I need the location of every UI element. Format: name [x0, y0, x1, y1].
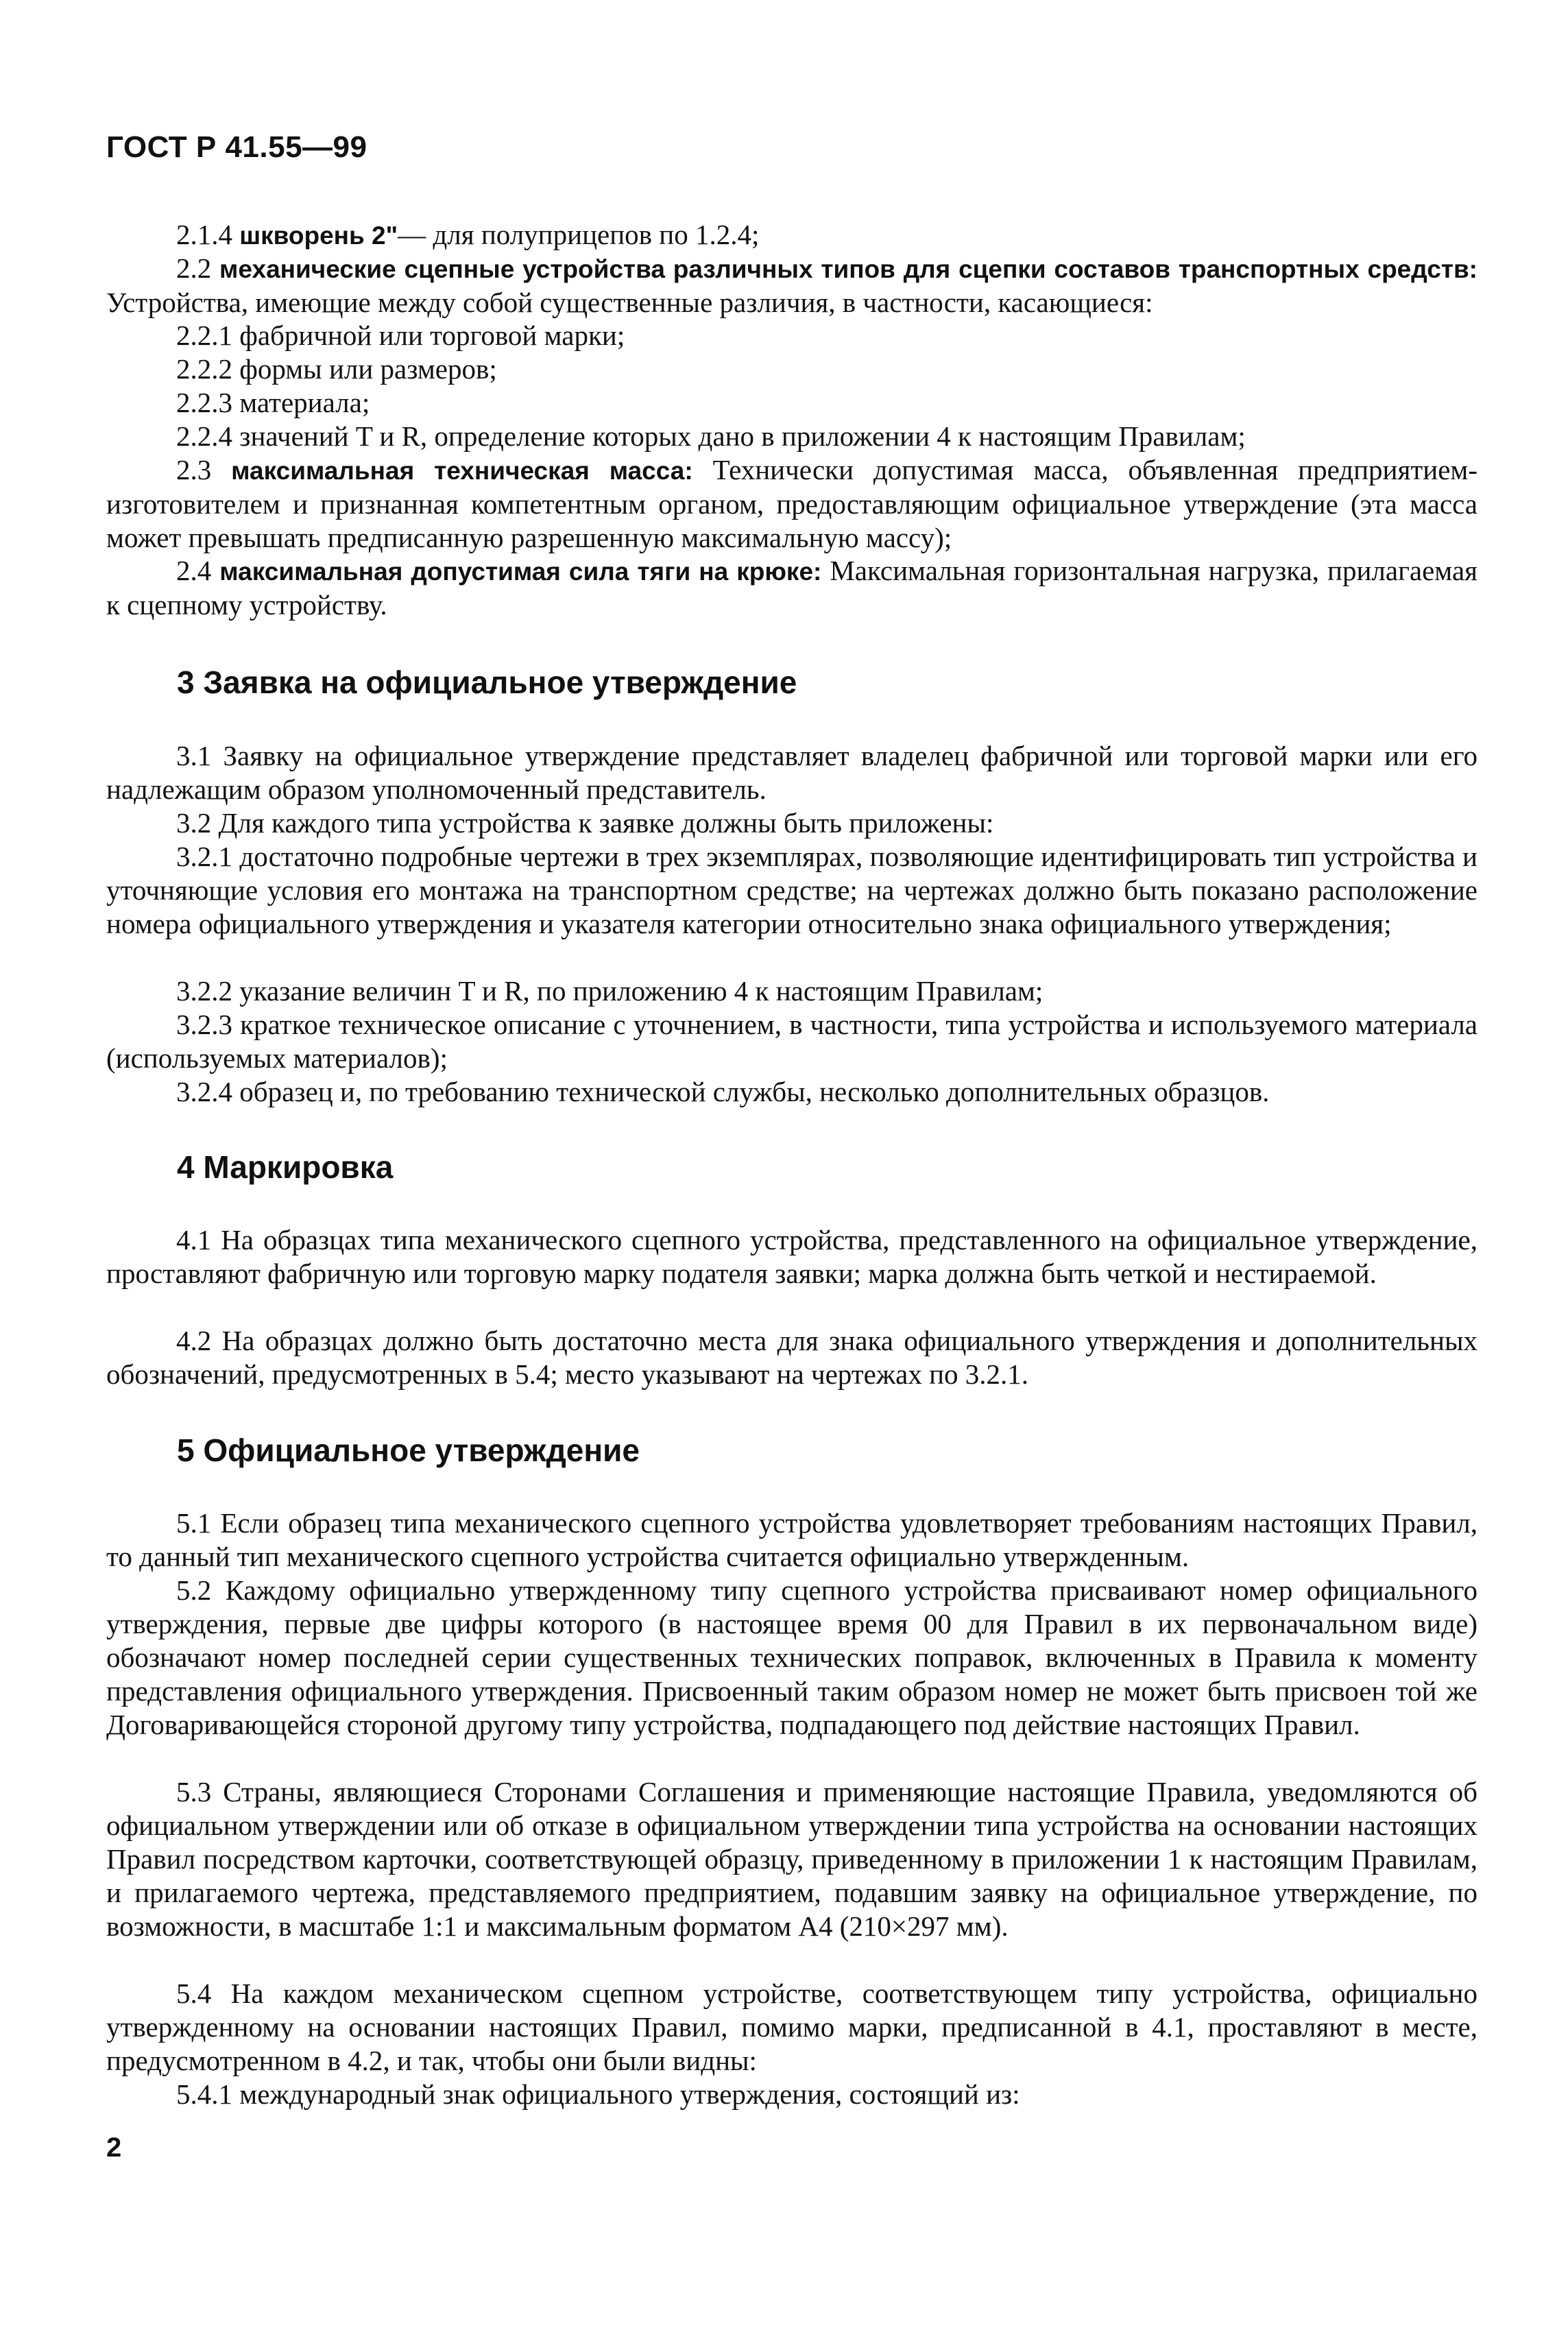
section-5-title: 5 Официальное утверждение	[177, 1432, 640, 1468]
para-5-4: 5.4 На каждом механическом сцепном устройстве, соответствующем типу устройства, официально утвержденному на основании настоящих Правил, помимо марки, предписанной в 4.1, проставляют в месте, предусмотренном в 4.2, и так, чтобы они были видны:	[106, 1978, 1477, 2076]
para-3-2: 3.2 Для каждого типа устройства к заявке должны быть приложены:	[176, 807, 994, 839]
para-2-1-4: 2.1.4 шкворень 2"— для полуприцепов по 1.2.4;	[176, 219, 760, 250]
para-2-3: 2.3 максимальная техническая масса: Технически допустимая масса, объявленная предприятием-изготовителем и признанная компетентным органом, предоставляющим официальное утверждение (эта масса может превышать предписанную разрешенную максимальную массу);	[106, 454, 1478, 553]
para-3-2-3: 3.2.3 краткое техническое описание с уточнением, в частности, типа устройства и используемого материала (используемых материалов);	[106, 1009, 1477, 1074]
para-5-3: 5.3 Страны, являющиеся Сторонами Соглашения и применяющие настоящие Правила, уведомляются об официальном утверждении или об отказе в официальном утверждении типа устройства на основании настоящих Правил посредством карточки, соответствующей образцу, приведенному в приложении 1 к настоящим Правилам, и прилагаемого чертежа, представляемого предприятием, подавшим заявку на официальное утверждение, по возможности, в масштабе 1:1 и максимальным форматом A4 (210×297 мм).	[106, 1776, 1477, 1942]
para-2-2-2: 2.2.2 формы или размеров;	[176, 353, 497, 385]
page-number: 2	[106, 2133, 122, 2163]
para-3-2-1: 3.2.1 достаточно подробные чертежи в трех экземплярах, позволяющие идентифицировать тип устройства и уточняющие условия его монтажа на транспортном средстве; на чертежах должно быть показано расположение номера официального утверждения и указателя категории относительно знака официального утверждения;	[106, 841, 1477, 939]
para-2-2: 2.2 механические сцепные устройства различных типов для сцепки составов транспортных средств: Устройства, имеющие между собой существенные различия, в частности, касающиеся:	[106, 252, 1478, 318]
para-2-2-4: 2.2.4 значений T и R, определение которых дано в приложении 4 к настоящим Правилам;	[176, 420, 1246, 452]
para-3-2-2: 3.2.2 указание величин T и R, по приложению 4 к настоящим Правилам;	[176, 975, 1044, 1007]
term-max-technical-mass: максимальная техническая масса:	[231, 457, 693, 485]
para-5-2: 5.2 Каждому официально утвержденному типу сцепного устройства присваивают номер официального утверждения, первые две цифры которого (в настоящее время 00 для Правил в их первоначальном виде) обозначают номер последней серии существенных технических поправок, включенных в Правила к моменту представления официального утверждения. Присвоенный таким образом номер не может быть присвоен той же Договаривающейся стороной другому типу устройства, подпадающего под действие настоящих Правил.	[106, 1574, 1477, 1740]
para-2-4: 2.4 максимальная допустимая сила тяги на крюке: Максимальная горизонтальная нагрузка, прилагаемая к сцепному устройству.	[106, 555, 1478, 621]
para-4-1: 4.1 На образцах типа механического сцепного устройства, представленного на официальное утверждение, проставляют фабричную или торговую марку подателя заявки; марка должна быть четкой и нестираемой.	[106, 1224, 1477, 1289]
para-5-1: 5.1 Если образец типа механического сцепного устройства удовлетворяет требованиям настоящих Правил, то данный тип механического сцепного устройства считается официально утвержденным.	[106, 1507, 1477, 1572]
para-5-4-1: 5.4.1 международный знак официального утверждения, состоящий из:	[176, 2078, 1020, 2110]
para-4-2: 4.2 На образцах должно быть достаточно места для знака официального утверждения и дополнительных обозначений, предусмотренных в 5.4; место указывают на чертежах по 3.2.1.	[106, 1325, 1477, 1390]
para-2-2-1: 2.2.1 фабричной или торговой марки;	[176, 320, 625, 351]
term-coupling-types: механические сцепные устройства различных типов для сцепки составов транспортных средств:	[219, 255, 1478, 283]
section-3-title: 3 Заявка на официальное утверждение	[177, 664, 797, 700]
para-3-1: 3.1 Заявку на официальное утверждение представляет владелец фабричной или торговой марки или его надлежащим образом уполномоченный представитель.	[106, 740, 1477, 805]
para-3-2-4: 3.2.4 образец и, по требованию технической службы, несколько дополнительных образцов.	[176, 1076, 1270, 1107]
document-header: ГОСТ Р 41.55—99	[106, 130, 367, 164]
section-4-title: 4 Маркировка	[177, 1149, 394, 1185]
para-2-2-3: 2.2.3 материала;	[176, 387, 370, 418]
term-max-drawbar-pull: максимальная допустимая сила тяги на крюке:	[219, 557, 822, 586]
term-kingpin: шкворень 2"	[239, 221, 398, 250]
